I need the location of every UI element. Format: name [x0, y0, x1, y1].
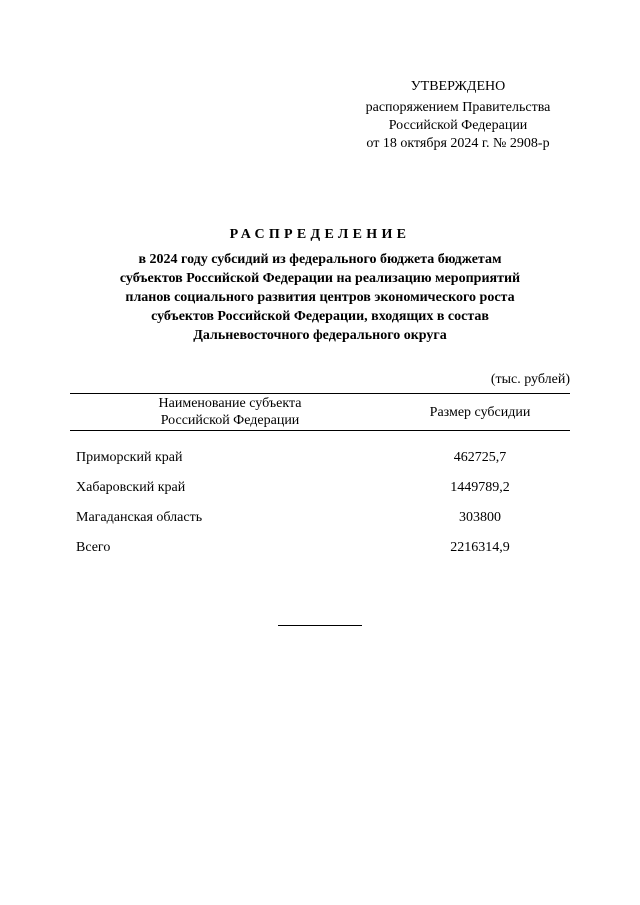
- subtitle-line: планов социального развития центров экономического роста: [125, 290, 515, 305]
- subject-name-cell: Приморский край: [76, 450, 183, 465]
- subsidy-amount-cell: 303800: [459, 510, 501, 525]
- document-title: РАСПРЕДЕЛЕНИЕ: [229, 227, 411, 242]
- subject-name-cell: Магаданская область: [76, 510, 203, 525]
- units-label: (тыс. рублей): [490, 372, 570, 387]
- approval-block: [340, 78, 576, 153]
- header-subject-name-line: Наименование субъекта: [158, 396, 302, 411]
- table-row: [70, 509, 570, 539]
- table-row: [70, 479, 570, 509]
- subtitle-line: Дальневосточного федерального округа: [193, 328, 447, 343]
- header-subject-name-line: Российской Федерации: [160, 413, 300, 428]
- approval-line-3: от 18 октября 2024 г. № 2908-р: [366, 136, 550, 151]
- table-body: [70, 449, 570, 569]
- table-row: [70, 449, 570, 479]
- total-amount-cell: 2216314,9: [450, 540, 510, 555]
- table-header: [70, 393, 570, 431]
- approval-line-1: распоряжением Правительства: [365, 100, 551, 115]
- subtitle-line: субъектов Российской Федерации на реализацию мероприятий: [119, 271, 521, 286]
- header-subject-name: [70, 394, 390, 430]
- document-subtitle: [60, 250, 580, 345]
- subtitle-line: субъектов Российской Федерации, входящих в состав: [151, 309, 489, 324]
- subject-name-cell: Хабаровский край: [76, 480, 186, 495]
- table-row-total: [70, 539, 570, 569]
- end-divider: [278, 625, 362, 626]
- header-subsidy-amount: Размер субсидии: [429, 404, 531, 420]
- approved-label: УТВЕРЖДЕНО: [410, 79, 506, 94]
- subsidy-amount-cell: 1449789,2: [450, 480, 510, 495]
- approval-line-2: Российской Федерации: [388, 118, 528, 133]
- subsidy-amount-cell: 462725,7: [453, 450, 507, 465]
- subtitle-line: в 2024 году субсидий из федерального бюджета бюджетам: [138, 252, 502, 267]
- total-label-cell: Всего: [76, 540, 111, 555]
